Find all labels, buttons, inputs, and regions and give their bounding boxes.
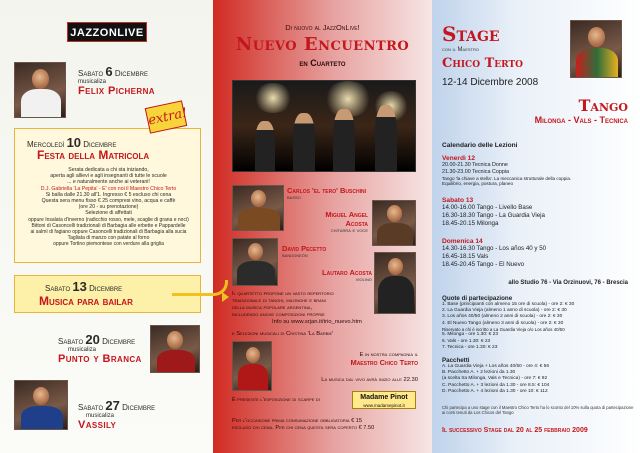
buschini-instr: basso bbox=[287, 195, 301, 201]
buschini-block bbox=[287, 186, 397, 201]
mid-desc-line: Il quartetto propone un vasto repertorio bbox=[232, 291, 334, 297]
sabato27-month: Dicembre bbox=[122, 403, 156, 412]
pacchetto-row: C. Pacchetto A. + 3 lezioni da 1.30 - ore 8.5: € 104 bbox=[442, 382, 550, 388]
matricola-line: aperta agli allievi e agli insegnanti di tutte le scuole bbox=[50, 173, 167, 180]
sabato20-kind: musicaliza bbox=[68, 347, 97, 353]
lesson-note: Tango 'la chiave a stella'. La meccanica strutturale della coppia. bbox=[442, 175, 572, 181]
vassily-photo bbox=[14, 380, 68, 430]
tango-title: Tango bbox=[578, 96, 628, 115]
lautaro-block bbox=[300, 268, 372, 283]
sabato6-block bbox=[78, 64, 208, 97]
pecetto-instr: bandoneón bbox=[282, 253, 308, 259]
sabato6-num: 6 bbox=[105, 64, 113, 79]
quote-row: 5. Milonga - ore 1.30: € 23 bbox=[442, 332, 498, 338]
mid-consumazione bbox=[232, 418, 422, 432]
matricola-day: Mercoledì bbox=[27, 140, 65, 149]
pecetto-name: David Pecetto bbox=[282, 244, 327, 253]
matricola-line: Serata dedicata a chi sta iniziando, bbox=[68, 167, 149, 173]
extra-badge: extra! bbox=[145, 100, 188, 133]
tango-styles: Milonga - Vals - Tecnica bbox=[534, 115, 628, 125]
matricola-box bbox=[14, 128, 201, 263]
madame-pinot-logo bbox=[352, 391, 416, 409]
stage-title: Stage bbox=[442, 22, 500, 46]
calendario-heading: Calendario delle Lezioni bbox=[442, 142, 518, 149]
acosta-photo bbox=[372, 200, 416, 246]
venerdi-block bbox=[442, 155, 634, 187]
sabato20-name: Punto y Branca bbox=[58, 353, 142, 365]
lesson-row: 18.45-20.45 Tango - El Nuevo bbox=[442, 261, 525, 268]
mid-title: Nuevo Encuentro bbox=[235, 34, 410, 55]
matricola-line: oppure Tortino piemontese con verdure alla griglia bbox=[53, 240, 164, 247]
acosta-instr: chitarra e voce bbox=[330, 228, 368, 234]
buschini-name: Carlos 'el tero' Buschini bbox=[287, 186, 366, 195]
sabato27-block bbox=[78, 398, 208, 431]
sabato6-kind: musicaliza bbox=[78, 79, 107, 85]
sabato27-kind: musicaliza bbox=[86, 413, 115, 419]
acosta-name: Miguel Angel Acosta bbox=[325, 210, 368, 228]
studio-address: allo Studio 76 - Via Orzinuovi, 76 - Brescia bbox=[508, 280, 628, 286]
prossimo-stage: Il successivo Stage dal 20 al 25 febbraio 2009 bbox=[442, 427, 588, 434]
lautaro-name: Lautaro Acosta bbox=[322, 268, 372, 277]
lautaro-instr: violino bbox=[355, 277, 372, 283]
lesson-row: 20.00-21.30 Tecnica Donne bbox=[442, 162, 508, 168]
stage-maestro: Chico Terto bbox=[442, 56, 523, 71]
sabato13-title: Musica para bailar bbox=[39, 294, 133, 308]
matricola-line: ... e naturalmente anche ai veterani! bbox=[67, 179, 150, 186]
mid-selezioni: e Selezioni musicali di Cristina 'La Barbie' bbox=[232, 331, 334, 337]
mid-scarpe: È presente l'esposizione di scarpe di bbox=[232, 397, 320, 403]
mid-consumazione-line: Per l'occasione prima consumazione obbligatoria € 15 bbox=[232, 418, 362, 424]
arrow-head-icon bbox=[222, 292, 229, 302]
pecetto-block bbox=[282, 244, 362, 259]
stage-dates: 12-14 Dicembre 2008 bbox=[442, 77, 539, 88]
quote-row: 6. Vals - ore 1.30: € 23 bbox=[442, 338, 491, 344]
mid-live: La musica dal vivo avrà inizio alle 22.30 bbox=[321, 377, 418, 383]
matricola-line: ai salmì di fagiano oppure Casoncelli tradizionali di Barbagia alla sucia bbox=[30, 228, 187, 235]
venerdi-heading: Venerdì 12 bbox=[442, 155, 475, 162]
pacchetto-row: (a scelta tra Milonga, Vals e Tecnica) - ore 7: € 92 bbox=[442, 376, 548, 382]
punto-branca-photo bbox=[150, 325, 200, 373]
pecetto-photo bbox=[232, 238, 278, 286]
matricola-line: (ore 20 - su prenotazione) bbox=[78, 204, 139, 211]
pacchetti-block bbox=[442, 357, 634, 395]
pacchetti-heading: Pacchetti bbox=[442, 357, 470, 364]
pacchetto-row: D. Pacchetto A. + 4 lezioni da 1.30 - ore 10: € 112 bbox=[442, 388, 548, 394]
matricola-month: Dicembre bbox=[83, 140, 117, 149]
sabato13-num: 13 bbox=[72, 279, 87, 294]
sabato-heading: Sabato 13 bbox=[442, 197, 474, 204]
jazzonlive-logo: JAZZONLIVE bbox=[67, 22, 147, 42]
pacchetto-row: B. Pacchetto A. + 2 lezioni da 1.30 bbox=[442, 370, 516, 376]
mid-desc bbox=[232, 291, 372, 326]
lautaro-photo bbox=[374, 252, 416, 314]
mid-info-link[interactable]: Info su www.srjan.it/trio_nuevo.htm bbox=[272, 319, 362, 325]
quote-note: Riservato a chi è iscritto a La Guardia Vieja o/o Los años 40/50 bbox=[442, 326, 565, 332]
mid-desc-line: tradizionale di tanghi, milonghe e brani bbox=[232, 298, 326, 304]
sabato6-name: Felix Picherna bbox=[78, 85, 155, 97]
sabato13-day: Sabato bbox=[45, 284, 71, 293]
mid-subtitle: en Cuarteto bbox=[299, 58, 346, 68]
quote-row: 3. Los años 40/50 (almeno 2 anni di scuola) - ore 2: € 30 bbox=[442, 314, 563, 320]
matricola-line: Questa sera menu fisso € 25 compresi vino, acqua e caffè bbox=[41, 198, 176, 205]
lesson-note: Equilibrio, energia, postura, planeo bbox=[442, 181, 513, 187]
quote-row: 2. La Guardia Vieja (almeno 1 anno di scuola) - ore 2: € 30 bbox=[442, 308, 567, 314]
arrow-shape bbox=[172, 280, 228, 296]
matricola-line: D.J. Gabriella 'La Pepita' - E' con noi il Maestro Chico Terto bbox=[40, 185, 177, 192]
mid-maestro bbox=[280, 352, 418, 367]
sabato27-day: Sabato bbox=[78, 403, 104, 412]
lesson-row: 14.00-16.00 Tango - Livello Base bbox=[442, 204, 533, 211]
matricola-line: Selezione di affettati bbox=[85, 210, 132, 217]
mid-desc-line: della musica popolare argentina, bbox=[232, 305, 313, 311]
quote-row: 1. Base (principianti con almeno 15 ore di scuola) - ore 2: € 30 bbox=[442, 302, 575, 307]
matricola-num: 10 bbox=[66, 135, 82, 150]
sabato6-day: Sabato bbox=[78, 69, 104, 78]
mid-maestro-line2: Maestro Chico Terto bbox=[350, 358, 418, 367]
lesson-row: 18.45-20.15 Milonga bbox=[442, 220, 499, 227]
quote-row: 4. El Nuevo Tango (almeno 3 anni di scuola) - ore 2: € 30 bbox=[442, 320, 564, 326]
band-photo bbox=[232, 80, 416, 172]
madame-name: Madame Pinot bbox=[360, 394, 408, 401]
mid-pre: Di nuovo al JazzOnLive! bbox=[285, 23, 360, 32]
stage-con: con il Maestro bbox=[442, 47, 480, 53]
sabato20-num: 20 bbox=[85, 332, 100, 347]
lesson-row: 16.45-18.15 Vals bbox=[442, 253, 489, 260]
matricola-line: Tagliata di manzo con patate al forno bbox=[67, 234, 150, 241]
quote-row: 7. Tecnica - ore 1.30: € 23 bbox=[442, 344, 498, 350]
mid-desc-line: includendo anche composizioni proprie bbox=[232, 312, 325, 318]
matricola-line: Si balla dalle 21.30 all'1. Ingresso € 5 escluso chi cena bbox=[45, 191, 172, 198]
chico-terto-photo bbox=[570, 20, 622, 78]
sabato20-month: Dicembre bbox=[102, 337, 136, 346]
sabato13-month: Dicembre bbox=[89, 284, 123, 293]
lesson-row: 14.30-16.30 Tango - Los años 40 y 50 bbox=[442, 245, 547, 252]
buschini-photo bbox=[232, 185, 284, 231]
lesson-row: 21.30-23.00 Tecnica Coppia bbox=[442, 168, 510, 175]
sabato20-block bbox=[58, 332, 158, 365]
matricola-lines bbox=[19, 167, 198, 247]
mid-maestro-line1: E in nostra compagnia il bbox=[359, 352, 418, 358]
mid-consumazione-line: escluso chi cena. Per chi cena questa sera coperto € 7.50 bbox=[232, 425, 375, 431]
sabato6-month: Dicembre bbox=[114, 69, 148, 78]
lesson-row: 16.30-18.30 Tango - La Guardia Vieja bbox=[442, 212, 545, 219]
matricola-title: Festa della Matricola bbox=[37, 148, 150, 162]
sabato27-name: Vassily bbox=[78, 419, 117, 431]
sabato-block bbox=[442, 197, 634, 228]
sconto-note: Chi partecipa a uno stage con il Maestro Chico Terto ha lo sconto del 10% sulla quota di partecipazione ai corsi tenuti da Los Chicos del Tango bbox=[442, 405, 634, 416]
madame-url: www.madamepinot.it bbox=[363, 403, 405, 408]
quote-block bbox=[442, 295, 634, 351]
domenica-heading: Domenica 14 bbox=[442, 238, 483, 245]
acosta-block bbox=[310, 210, 368, 234]
matricola-line: Bittoni di Casoncelli tradizionali di Barbagia alle erbette e Pappardelle bbox=[31, 222, 186, 229]
quote-heading: Quote di partecipazione bbox=[442, 295, 513, 302]
cristina-photo bbox=[232, 341, 272, 391]
pacchetto-row: A. La Guardia Vieja + Los años 40/50 - ore 4: € 56 bbox=[442, 364, 549, 369]
sabato20-day: Sabato bbox=[58, 337, 84, 346]
domenica-block bbox=[442, 238, 634, 269]
felix-photo bbox=[14, 62, 66, 118]
matricola-line: oppure Insalata d'inverno (radicchio rosso, mele, scaglie di grana e noci) bbox=[28, 216, 189, 223]
sabato27-num: 27 bbox=[105, 398, 120, 413]
